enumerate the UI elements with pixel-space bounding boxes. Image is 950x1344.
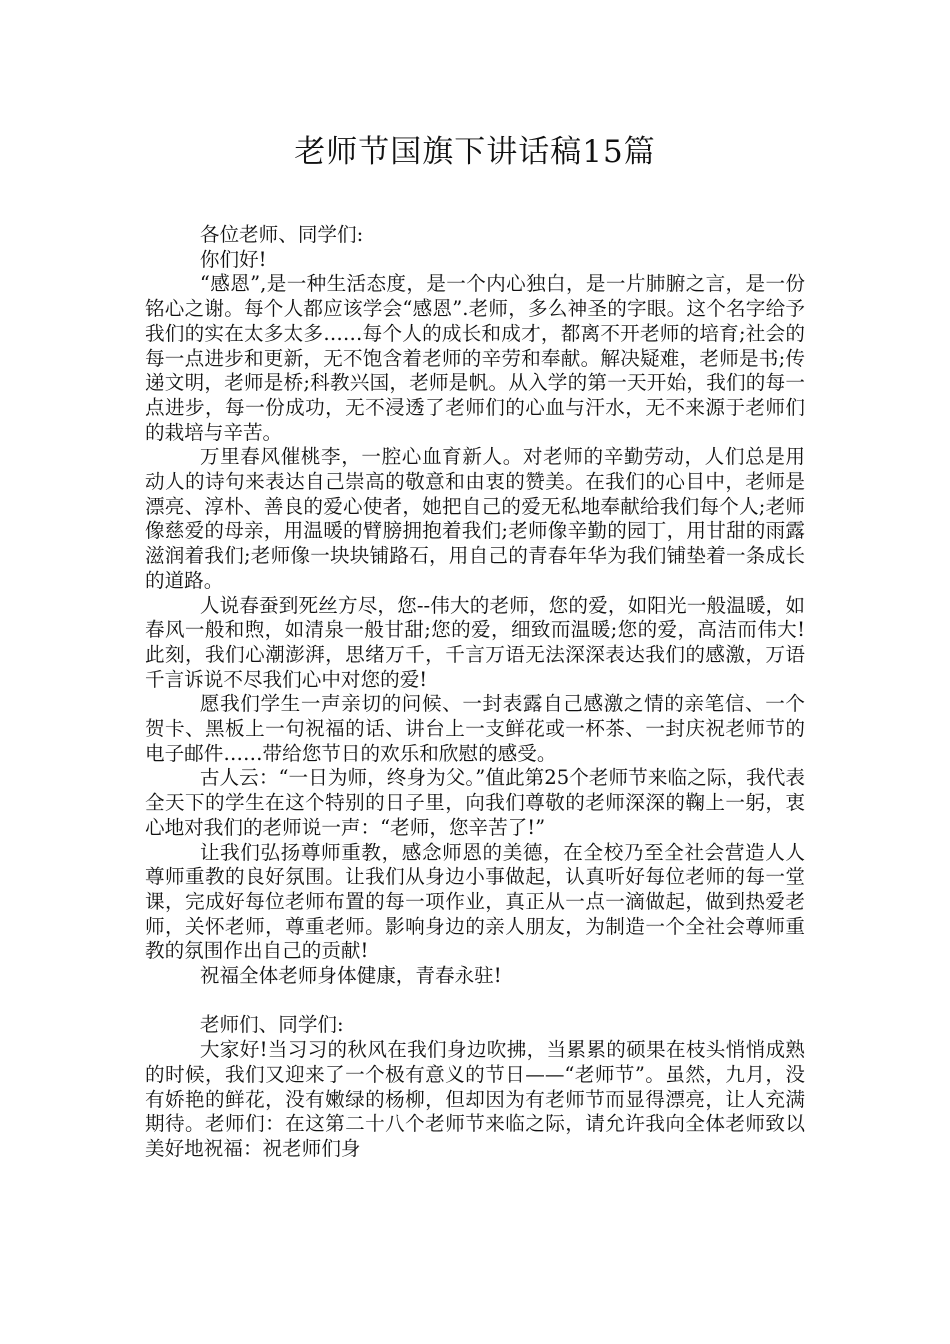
speech2-salutation: 老师们、同学们: xyxy=(199,1013,344,1037)
paragraph: 大家好!当习习的秋风在我们身边吹拂，当累累的硕果在枝头悄悄成熟的时候，我们又迎来了一个极有意义的节日——“老师节”。虽然，九月，没有娇艳的鲜花，没有嫩绿的杨柳，但却因为有老师节而显得漂亮，让人充满期待。老师们：在这第二十八个老师节来临之际，请允许我向全体老师致以美好地祝福：祝老师们身 xyxy=(145,1038,805,1160)
section-gap xyxy=(145,989,805,1014)
paragraph: 人说春蚕到死丝方尽，您--伟大的老师，您的爱，如阳光一般温暖，如春风一般和煦，如清泉一般甘甜;您的爱，细致而温暖;您的爱，高洁而伟大!此刻，我们心潮澎湃，思绪万千，千言万语无法深深表达我们的感激，万语千言诉说不尽我们心中对您的爱! xyxy=(145,593,805,691)
document-body xyxy=(145,223,805,1162)
speech1-salutation: 各位老师、同学们: xyxy=(199,223,364,246)
paragraph: 古人云：“一日为师，终身为父。”值此第25个老师节来临之际，我代表全天下的学生在这个特别的日子里，向我们尊敬的老师深深的鞠上一躬，衷心地对我们的老师说一声：“老师，您辛苦了!” xyxy=(145,766,805,839)
paragraph: 万里春风催桃李，一腔心血育新人。对老师的辛勤劳动，人们总是用动人的诗句来表达自己崇高的敬意和由衷的赞美。在我们的心目中，老师是漂亮、淳朴、善良的爱心使者，她把自己的爱无私地奉献给我们每个人;老师像慈爱的母亲，用温暖的臂膀拥抱着我们;老师像辛勤的园丁，用甘甜的雨露滋润着我们;老师像一块块铺路石，用自己的青春年华为我们铺垫着一条成长的道路。 xyxy=(145,445,805,592)
document-title: 老师节国旗下讲话稿15篇 xyxy=(294,134,656,170)
paragraph: 祝福全体老师身体健康，青春永驻! xyxy=(199,964,502,988)
paragraph: 愿我们学生一声亲切的问候、一封表露自己感激之情的亲笔信、一个贺卡、黑板上一句祝福的话、讲台上一支鲜花或一杯茶、一封庆祝老师节的电子邮件……带给您节日的欢乐和欣慰的感受。 xyxy=(145,692,805,765)
speech1-greeting: 你们好! xyxy=(199,247,267,271)
paragraph: 让我们弘扬尊师重教，感念师恩的美德，在全校乃至全社会营造人人尊师重教的良好氛围。让我们从身边小事做起，认真听好每位老师的每一堂课，完成好每位老师布置的每一项作业，真正从一点一滴做起，做到热爱老师，关怀老师，尊重老师。影响身边的亲人朋友，为制造一个全社会尊师重教的氛围作出自己的贡献! xyxy=(145,840,805,963)
paragraph: “感恩”,是一种生活态度，是一个内心独白，是一片肺腑之言，是一份铭心之谢。每个人都应该学会“感恩”.老师，多么神圣的字眼。这个名字给予我们的实在太多太多……每个人的成长和成才，都离不开老师的培育;社会的每一点进步和更新，无不饱含着老师的辛劳和奉献。解决疑难，老师是书;传递文明，老师是桥;科教兴国，老师是帆。从入学的第一天开始，我们的每一点进步，每一份成功，无不浸透了老师们的心血与汗水，无不来源于老师们的栽培与辛苦。 xyxy=(145,272,805,444)
